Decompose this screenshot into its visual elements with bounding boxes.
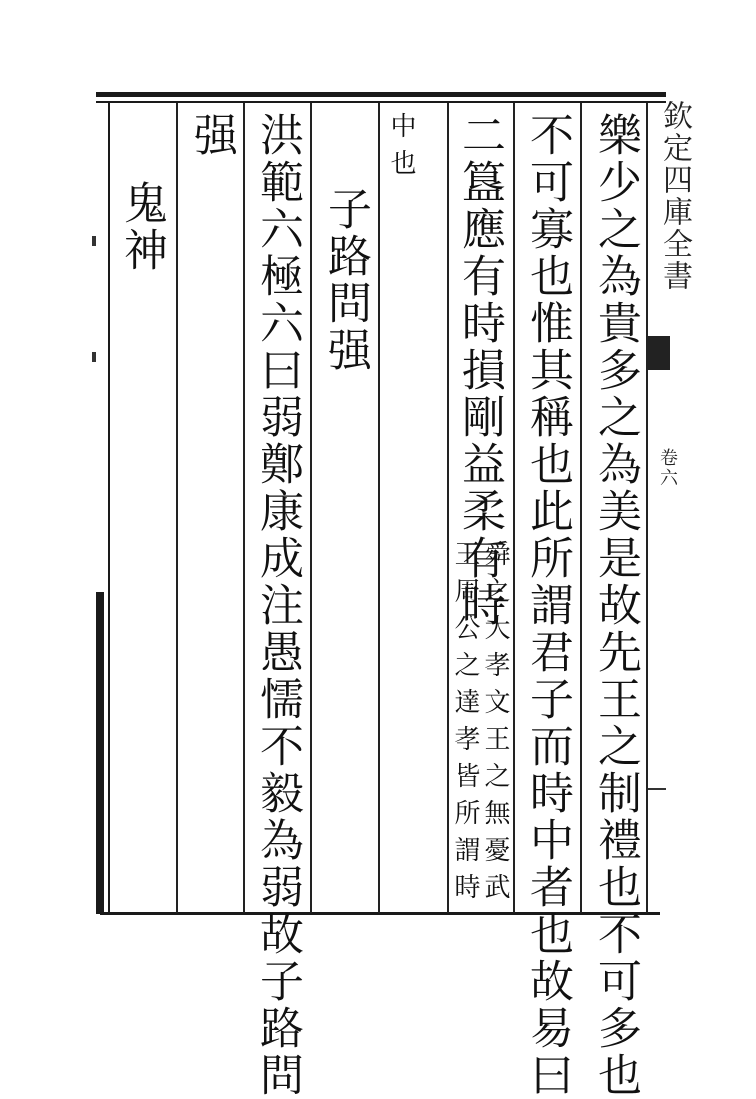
text-column: 洪範六極六曰弱鄭康成注愚懦不毅為弱故子路問 (252, 112, 303, 1099)
text-column: 不可寡也惟其稱也此所謂君子而時中者也故易曰 (522, 112, 573, 1099)
text-column: 鬼神 (116, 180, 167, 274)
left-margin-tick (92, 352, 96, 362)
column-divider (243, 103, 245, 913)
left-border-outer (96, 592, 104, 914)
margin-book-title: 欽定四庫全書 (657, 100, 692, 292)
bottom-border (100, 912, 660, 915)
text-column: 樂少之為貴多之為美是故先王之制禮也不可多也 (590, 112, 641, 1099)
left-margin-tick (92, 236, 96, 246)
annotation-column: 中也 (386, 112, 416, 186)
column-divider (580, 103, 582, 913)
column-divider (310, 103, 312, 913)
annotation-column: 王周公之達孝皆所謂時 (450, 540, 480, 910)
column-divider (378, 103, 380, 913)
margin-juan-number: 卷六 (657, 448, 678, 488)
annotation-column: 舜之大孝文王之無憂武 (480, 540, 510, 910)
margin-tick-right (648, 788, 666, 790)
column-divider (176, 103, 178, 913)
left-border-inner (108, 103, 110, 913)
top-border-thick (96, 92, 666, 97)
fishtail-mark (646, 336, 670, 370)
column-divider (646, 103, 648, 913)
column-divider (447, 103, 449, 913)
column-divider (513, 103, 515, 913)
text-column: 强 (186, 112, 237, 159)
text-column: 子路問强 (320, 186, 371, 374)
text-column: 二簋應有時損剛益柔有時 (454, 112, 505, 629)
